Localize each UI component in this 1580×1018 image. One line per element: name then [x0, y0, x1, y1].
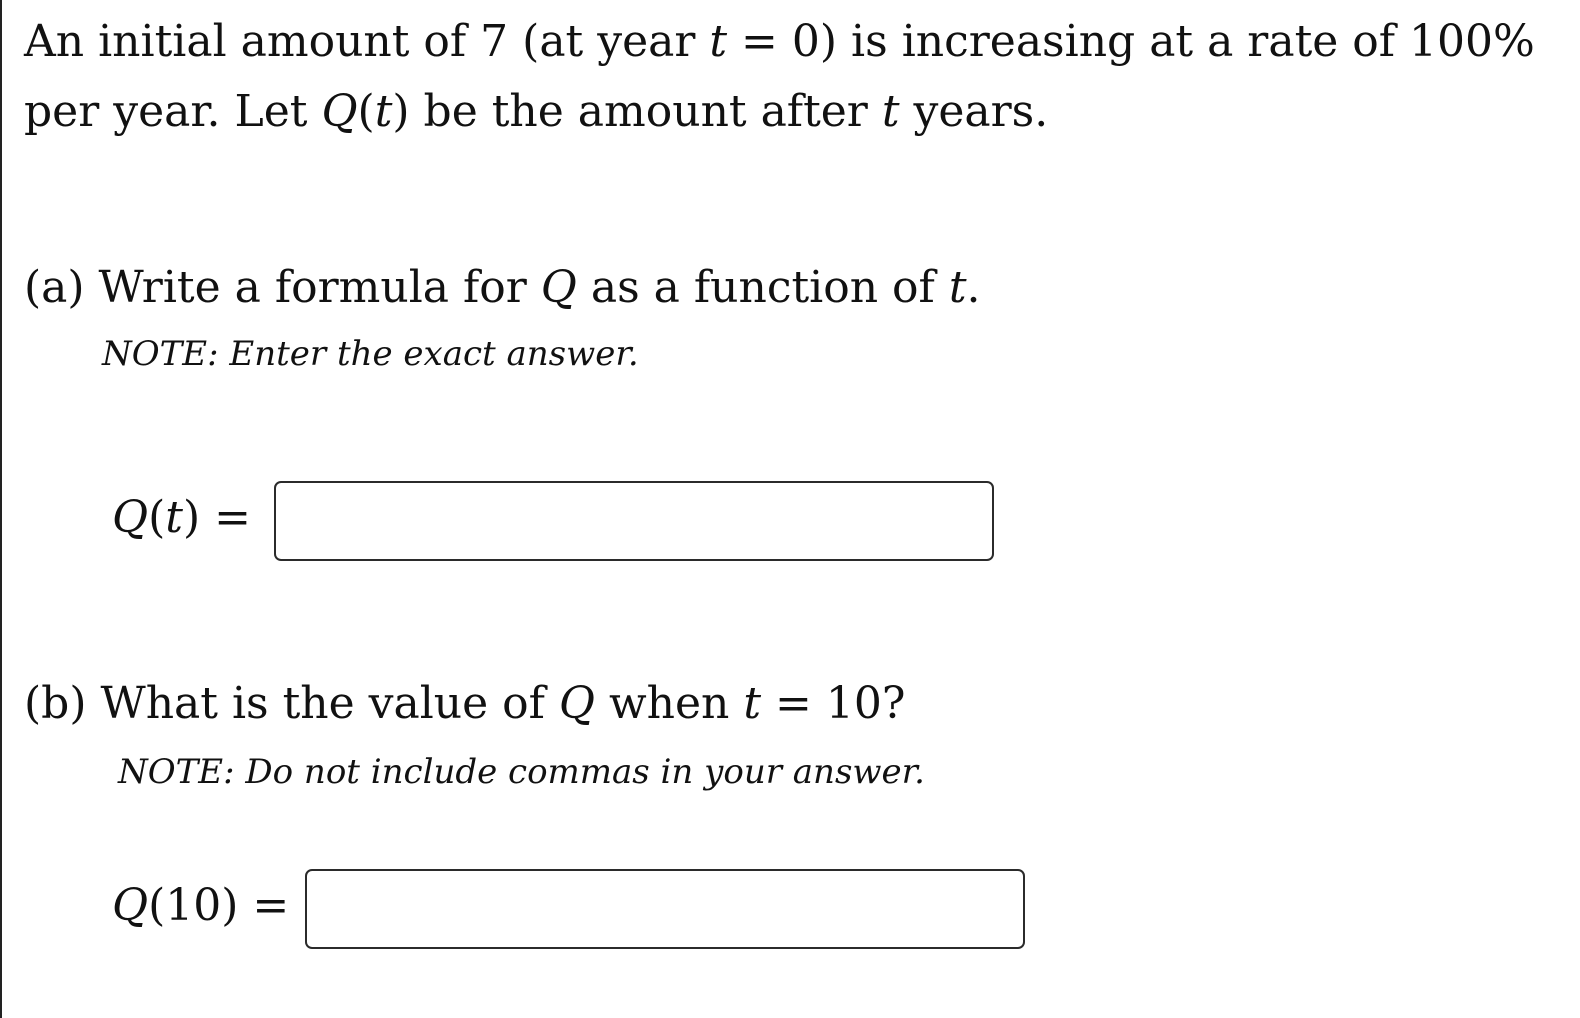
math-variable-q: Q [540, 262, 577, 313]
math-variable-t: t [709, 16, 728, 67]
question-text: (b) What is the value of [24, 678, 559, 729]
problem-text: per year. Let [24, 86, 322, 137]
math-variable-t: t [165, 492, 183, 543]
math-variable-q: Q [112, 492, 149, 543]
part-a-note: NOTE: Enter the exact answer. [102, 334, 639, 374]
part-a-answer-label [112, 492, 251, 544]
question-text: when [595, 678, 744, 729]
part-a-answer-input[interactable] [274, 481, 994, 561]
problem-text: years. [899, 86, 1049, 137]
problem-line-1 [24, 16, 1535, 68]
part-b-note: NOTE: Do not include commas in your answer. [118, 752, 925, 792]
part-a-question [24, 262, 981, 314]
question-text: as a function of [576, 262, 949, 313]
problem-text: = 0) is increasing at a rate of 100% [727, 16, 1535, 67]
label-text: ( [148, 492, 166, 543]
math-variable-t: t [881, 86, 900, 137]
question-text: = 10? [761, 678, 906, 729]
math-variable-q: Q [112, 880, 149, 931]
question-text: . [966, 262, 981, 313]
problem-text: ( [357, 86, 375, 137]
label-text: (10) = [148, 880, 290, 931]
math-variable-t: t [948, 262, 967, 313]
math-variable-t: t [743, 678, 762, 729]
part-b-answer-input[interactable] [305, 869, 1025, 949]
label-text: ) = [182, 492, 251, 543]
problem-text: ) be the amount after [392, 86, 882, 137]
problem-text: An initial amount of 7 (at year [24, 16, 710, 67]
question-text: (a) Write a formula for [24, 262, 541, 313]
math-variable-q: Q [321, 86, 358, 137]
math-variable-q: Q [558, 678, 595, 729]
left-border [0, 0, 2, 1018]
part-b-answer-label [112, 880, 289, 932]
part-b-question [24, 678, 905, 730]
problem-line-2 [24, 86, 1048, 138]
math-variable-t: t [374, 86, 393, 137]
